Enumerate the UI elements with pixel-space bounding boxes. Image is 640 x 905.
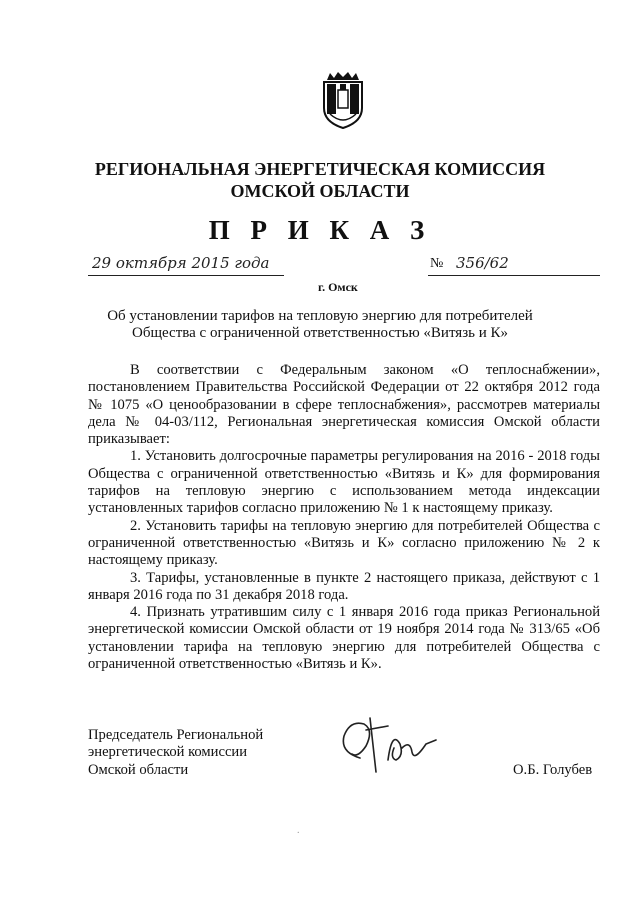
handwritten-date: 29 октября 2015 года [92, 254, 270, 272]
subject-line2: Общества с ограниченной ответственностью «Витязь и К» [132, 325, 508, 341]
order-subject [0, 308, 640, 342]
handwritten-signature [330, 700, 440, 780]
signatory-title [88, 727, 288, 779]
number-label: № [430, 256, 444, 271]
signatory-title-line2: энергетической комиссии [88, 744, 248, 761]
number-underline [428, 275, 600, 276]
order-body [88, 362, 600, 673]
clause-3: 3. Тарифы, установленные в пункте 2 настоящего приказа, действуют с 1 января 2016 года по 31 декабря 2018 года. [88, 569, 600, 603]
scan-mark: . [297, 825, 300, 836]
preamble-paragraph: В соответствии с Федеральным законом «О теплоснабжении», постановлением Правительства Российской Федерации от 22 октября 2012 года № 1075 «О ценообразовании в сфере теплоснабжения», рассмотрев материалы дела № 04-03/112, Региональная энергетическая комиссия Омской области приказывает: [88, 362, 600, 448]
subject-line1: Об установлении тарифов на тепловую энергию для потребителей [107, 308, 533, 324]
signatory-name: О.Б. Голубев [513, 762, 593, 778]
date-underline [88, 275, 284, 276]
city-label: г. Омск [318, 280, 358, 294]
coat-of-arms-emblem [320, 70, 366, 130]
clause-1: 1. Установить долгосрочные параметры регулирования на 2016 - 2018 годы Общества с ограниченной ответственностью «Витязь и К» для формирования тарифов на тепловую энергию с использованием метода индексации установленных тарифов согласно приложению № 1 к настоящему приказу. [88, 448, 600, 517]
signatory-title-line1: Председатель Региональной [88, 727, 264, 743]
clause-4: 4. Признать утратившим силу с 1 января 2016 года приказ Региональной энергетической комиссии Омской области от 19 ноября 2014 года № 313/65 «Об установлении тарифа на тепловую энергию для потребителей Общества с ограниченной ответственностью «Витязь и К». [88, 604, 600, 673]
organization-name-line1: РЕГИОНАЛЬНАЯ ЭНЕРГЕТИЧЕСКАЯ КОМИССИЯ [94, 159, 546, 179]
handwritten-number: 356/62 [456, 254, 509, 272]
document-type-title: П Р И К А З [208, 215, 432, 245]
signatory-title-line3: Омской области [88, 761, 189, 778]
organization-name-line2: ОМСКОЙ ОБЛАСТИ [230, 181, 410, 201]
clause-2: 2. Установить тарифы на тепловую энергию для потребителей Общества с ограниченной ответственностью «Витязь и К» согласно приложению № 2 к настоящему приказу. [88, 517, 600, 569]
